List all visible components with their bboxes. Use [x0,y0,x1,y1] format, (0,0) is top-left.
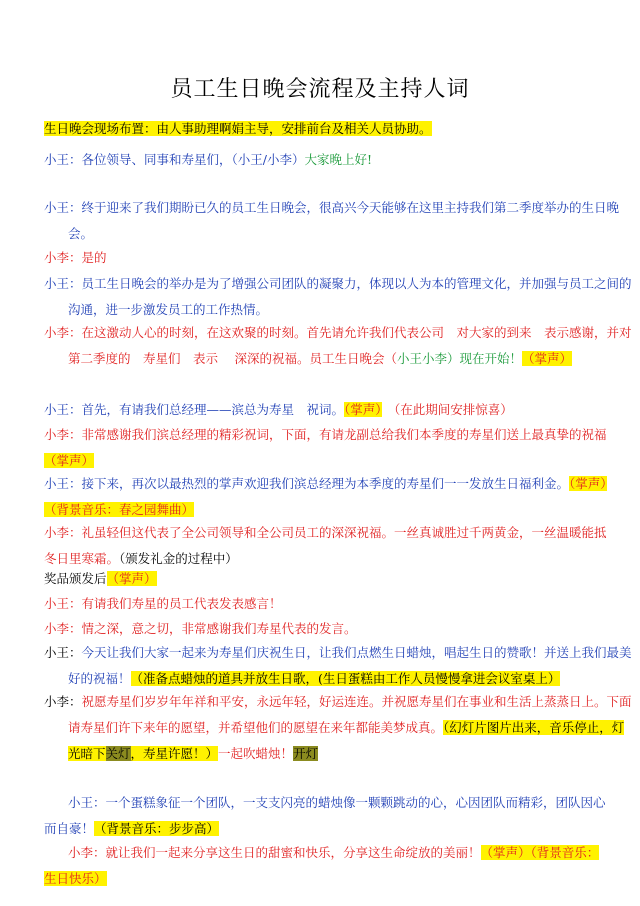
para-xiaoli-6 [44,689,634,767]
xiaowang-6-text: 今天让我们大家一起来为寿星们庆祝生日，让我们点燃生日蜡烛，唱起生日的赞歌！并送上我们最美好的祝福！ [68,645,632,686]
para-xiaowang-5: 小王：有请我们寿星的员工代表发表感言！ [44,596,282,611]
para-xiaowang-1: 小王：终于迎来了我们期盼已久的员工生日晚会，很高兴今天能够在这里主持我们第二季度举办的生日晚会。 [44,200,620,241]
xiaowang-7-text: 小王：一个蛋糕象征一个团队，一支支闪亮的蜡烛像一颗颗跳动的心，心因团队而精彩，团队因心而自豪！ [44,795,606,836]
music-note: （背景音乐：步步高） [94,821,220,836]
lights-on-note: 开灯 [293,746,319,761]
para-xiaoli-5: 小李：情之深，意之切，非常感谢我们寿星代表的发言。 [44,621,357,636]
surprise-note: （在此期间安排惊喜） [394,402,513,417]
greeting-text: 小王：各位领导、同事和寿星们，（小王/小李） [44,152,305,167]
para-xiaoli-3 [44,422,610,474]
greeting-good-evening: 大家晚上好! [304,152,372,167]
candle-note: （准备点蜡烛的道具并放生日歌，(生日蛋糕由工作人员慢慢拿进会议室桌上） [130,671,561,686]
para-xiaowang-7 [44,790,610,842]
xiaoli-3-text: 小李：非常感谢我们滨总经理的精彩祝词，下面，有请龙副总给我们本季度的寿星们送上最真挚的祝福 [44,427,607,442]
slideshow-note: （幻灯片图片出来，音乐停止，灯光暗下 [68,720,625,761]
para-xiaowang-3 [44,397,610,423]
xiaoli-2-text: 小李：在这激动人心的时刻，在这欢聚的时刻。首先请允许我们代表公司 对大家的到来 表示感谢，并对第二季度的 寿星们 表示 深深的祝福。员工生日晚会（ [44,325,632,366]
wish-note: ，寿星许愿！） [130,746,219,761]
applause-note: （掌声） [106,571,157,586]
gift-note: （颁发礼金的过程中） [119,551,238,566]
page-title: 员工生日晚会流程及主持人词 [170,77,470,102]
music-note: （掌声）（背景音乐：生日快乐） [44,845,600,886]
xiaoli-4-text: 小李：礼虽轻但这代表了全公司领导和全公司员工的深深祝福。一丝真诚胜过千两黄金，一丝温暖能抵冬日里寒霜。 [44,525,607,566]
setup-text: 生日晚会现场布置：由人事助理啊娟主导，安排前台及相关人员协助。 [44,121,432,136]
xiaowang-4-text: 小王：接下来，再次以最热烈的掌声欢迎我们滨总经理为本季度的寿星们一一发放生日福利金。 [44,476,570,491]
applause-note: （掌声） [44,453,95,468]
blow-candles-text: 一起吹蜡烛！ [218,746,294,761]
xiaoli-2-start: 小王小李）现在开始！ [396,351,522,366]
awards-text: 奖品颁发后 [44,571,107,586]
speaker-label: 小李： [44,694,82,709]
para-setup [44,116,610,142]
para-awards [44,566,610,592]
applause-note: （掌声） [522,351,573,366]
xiaoli-6-text: 祝愿寿星们岁岁年年祥和平安，永远年轻，好运连连。并祝愿寿星们在事业和生活上蒸蒸日上。下面请寿星们许下来年的愿望，并希望他们的愿望在来年都能美梦成真。 [68,694,632,735]
para-xiaowang-4 [44,471,610,523]
speaker-label: 小王： [44,645,82,660]
para-xiaoli-4 [44,520,610,572]
para-xiaoli-1: 小李：是的 [44,250,107,265]
para-xiaoli-7 [44,840,610,892]
para-xiaowang-6 [44,640,634,692]
para-greeting [44,147,610,173]
xiaowang-3-text: 小王：首先，有请我们总经理——滨总为寿星 祝词。 [44,402,345,417]
xiaoli-7-text: 小李：就让我们一起来分享这生日的甜蜜和快乐，分享这生命绽放的美丽！ [68,845,481,860]
para-xiaoli-2 [44,320,634,372]
lights-off-note: 关灯 [105,746,131,761]
applause-note: （掌声） [344,402,382,417]
para-xiaowang-2: 小王：员工生日晚会的举办是为了增强公司团队的凝聚力，体现以人为本的管理文化，并加强与员工之间的沟通，进一步激发员工的工作热情。 [44,276,632,317]
music-note: （掌声）（背景音乐：春之园舞曲） [44,476,607,517]
